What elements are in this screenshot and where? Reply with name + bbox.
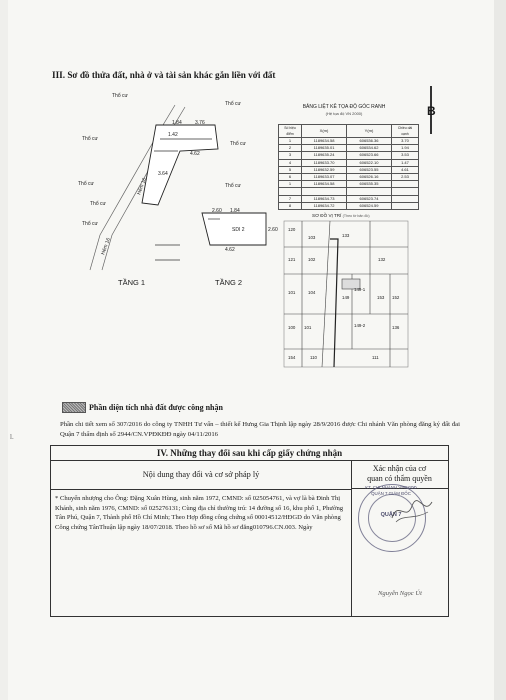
neighbor-label: Thổ cư xyxy=(112,93,128,99)
table-cell: 3.53 xyxy=(392,152,419,159)
table-cell: 3.70 xyxy=(392,138,419,145)
parcel-number: 103 xyxy=(308,235,316,240)
table-cell: 1189635.01 xyxy=(302,145,347,152)
table-cell: 1 xyxy=(279,181,302,188)
dimension-label: 1.42 xyxy=(168,132,178,138)
table-header-row xyxy=(279,125,419,138)
table-cell: 1 xyxy=(279,138,302,145)
confirmation-col-header-line: quan có thẩm quyền xyxy=(367,474,432,483)
margin-mark: l. xyxy=(10,433,14,441)
table-cell: 606523.55 xyxy=(347,166,392,173)
changes-col-header: Nội dung thay đổi và cơ sở pháp lý xyxy=(51,460,352,490)
table-cell xyxy=(392,202,419,209)
table-row xyxy=(279,202,419,209)
parcel-number: 149-2 xyxy=(354,323,366,328)
location-map-sub: (Theo tờ bản đồ) xyxy=(342,214,370,218)
location-map xyxy=(282,219,410,369)
table-cell: 606523.74 xyxy=(347,195,392,202)
table-cell: 606526.16 xyxy=(347,173,392,180)
location-map-title-text: SƠ ĐỒ VỊ TRÍ xyxy=(312,213,342,218)
stamp-caption: KT. CHI NHÁNH VPĐKĐĐ QUẬN 7 GIÁM ĐỐC xyxy=(365,485,417,496)
dimension-label: 2.60 xyxy=(268,227,278,233)
table-cell: 4 xyxy=(279,159,302,166)
table-row xyxy=(279,166,419,173)
road-label: Hẻm 16 xyxy=(136,177,148,196)
parcel-number: 111 xyxy=(372,355,379,360)
table-header: Chiều dài cạnh xyxy=(392,125,419,138)
table-header: Số hiệu điểm xyxy=(279,125,302,138)
floor1-label: TẦNG 1 xyxy=(118,278,146,287)
signer-name: Nguyễn Ngọc Út xyxy=(378,590,422,597)
scan-edge-left xyxy=(0,0,8,700)
dimension-label: 1.84 xyxy=(172,120,182,126)
parcel-number: 101 xyxy=(288,290,296,295)
neighbor-label: Thổ cư xyxy=(82,136,98,142)
parcel-number: 152 xyxy=(392,295,400,300)
parcel-number: 153 xyxy=(377,295,385,300)
table-cell: 1189634.72 xyxy=(302,202,347,209)
parcel-number: 132 xyxy=(378,257,386,262)
table-row xyxy=(279,138,419,145)
parcel-number: 100 xyxy=(288,325,296,330)
dimension-label: 4.62 xyxy=(190,151,200,157)
dimension-label: 4.62 xyxy=(225,247,235,253)
table-row xyxy=(279,181,419,188)
table-header: X(m) xyxy=(302,125,347,138)
floor2-label: TẦNG 2 xyxy=(215,278,243,287)
neighbor-label: Thổ cư xyxy=(225,183,241,189)
parcel-number: 149-1 xyxy=(354,287,366,292)
confirmation-col-header-line: Xác nhận của cơ xyxy=(372,464,427,473)
table-cell: 2.53 xyxy=(392,173,419,180)
signature xyxy=(388,496,436,526)
table-cell: 3 xyxy=(279,152,302,159)
neighbor-label: Thổ cư xyxy=(78,181,94,187)
parcel-number: 133 xyxy=(342,233,350,238)
table-cell xyxy=(392,195,419,202)
table-cell: 1189634.58 xyxy=(302,181,347,188)
table-cell: 1189635.24 xyxy=(302,152,347,159)
parcel-number: 154 xyxy=(288,355,296,360)
coord-table-subtitle: (Hệ tọa độ VN 2000) xyxy=(325,111,363,116)
scan-edge-right xyxy=(494,0,506,700)
neighbor-label: Thổ cư xyxy=(225,101,241,107)
table-cell: 4.61 xyxy=(392,166,419,173)
table-row xyxy=(279,145,419,152)
room-label: SDI 2 xyxy=(232,227,245,233)
table-cell: 1.47 xyxy=(392,159,419,166)
table-cell: 5 xyxy=(279,166,302,173)
table-cell xyxy=(347,188,392,195)
location-map-title xyxy=(312,213,370,218)
table-row xyxy=(279,188,419,195)
table-cell: 606535.35 xyxy=(347,181,392,188)
change-entry: * Chuyển nhượng cho Ông: Đặng Xuân Hùng, sinh năm 1972, CMND: số 025054761, và vợ là bà Đinh Thị Khánh, sinh năm 1976, CMND: số 025276131; Cùng địa chỉ thường trú: 14 đường số 16, khu phố 1, Phường Tân Phú, Quận 7, Thành phố Hồ Chí Minh; Theo Hợp đồng công chứng số 00014512/HĐGD do Văn phòng Công chứng TânThuận lập ngày 18/07/2018. Theo hồ sơ số Mã hồ sơ đăng010796.CN.003. Ngày xyxy=(55,495,344,531)
table-cell: 606536.36 xyxy=(347,138,392,145)
table-cell: 7 xyxy=(279,195,302,202)
hatch-legend-swatch xyxy=(62,402,86,413)
table-cell xyxy=(392,188,419,195)
neighbor-label: Thổ cư xyxy=(82,221,98,227)
page-marker: B xyxy=(427,104,436,118)
table-cell: 2 xyxy=(279,145,302,152)
table-row xyxy=(279,152,419,159)
parcel-number: 101 xyxy=(304,325,312,330)
neighbor-label: Thổ cư xyxy=(90,201,106,207)
neighbor-label: Thổ cư xyxy=(230,141,246,147)
table-cell: 6 xyxy=(279,173,302,180)
stamp-center-text: QUẬN 7 xyxy=(380,512,402,518)
parcel-number: 121 xyxy=(288,257,296,262)
coord-table-title: BẢNG LIỆT KÊ TỌA ĐỘ GÓC RANH xyxy=(302,104,386,110)
table-cell: 1189633.70 xyxy=(302,159,347,166)
parcel-number: 110 xyxy=(310,355,317,360)
table-row xyxy=(279,195,419,202)
dimension-label: 1.84 xyxy=(230,208,240,214)
table-cell xyxy=(279,188,302,195)
table-cell: 1.94 xyxy=(392,145,419,152)
detail-note: Phần chi tiết xem sổ 307/2016 do công ty TNHH Tư vấn – thiết kế Hưng Gia Thịnh lập ngày 28/9/2016 được Chi nhánh Văn phòng đăng ký đất đai Quận 7 thẩm định số 2944/CN.VPĐKĐĐ ngày 04/11/2016 xyxy=(60,421,460,438)
road-label: Hẻm 16 xyxy=(100,237,112,256)
recognized-area-label: Phần diện tích nhà đất được công nhận xyxy=(89,403,223,412)
section-3-title: III. Sơ đồ thửa đất, nhà ở và tài sản khác gắn liền với đất xyxy=(52,70,276,80)
parcel-number: 120 xyxy=(288,227,296,232)
table-cell: 1189634.73 xyxy=(302,195,347,202)
table-row xyxy=(279,159,419,166)
table-cell: 8 xyxy=(279,202,302,209)
table-cell: 1189633.07 xyxy=(302,173,347,180)
dimension-label: 3.76 xyxy=(195,120,205,126)
table-row xyxy=(279,173,419,180)
section-4-title: IV. Những thay đổi sau khi cấp giấy chứng nhận xyxy=(51,446,448,461)
table-cell: 1189634.58 xyxy=(302,138,347,145)
parcel-number: 104 xyxy=(308,290,316,295)
dimension-label: 2.60 xyxy=(212,208,222,214)
table-cell xyxy=(392,181,419,188)
table-cell: 606523.66 xyxy=(347,152,392,159)
table-cell xyxy=(302,188,347,195)
parcel-number: 136 xyxy=(392,325,400,330)
dimension-label: 3.64 xyxy=(158,171,168,177)
coord-table xyxy=(278,124,419,210)
table-header: Y(m) xyxy=(347,125,392,138)
parcel-number: 149 xyxy=(342,295,350,300)
table-cell: 606522.10 xyxy=(347,159,392,166)
table-cell: 606534.62 xyxy=(347,145,392,152)
column-divider xyxy=(351,489,352,616)
parcel-number: 102 xyxy=(308,257,316,262)
table-cell: 1189632.59 xyxy=(302,166,347,173)
table-cell: 606524.59 xyxy=(347,202,392,209)
parcel-drawing xyxy=(60,85,280,295)
